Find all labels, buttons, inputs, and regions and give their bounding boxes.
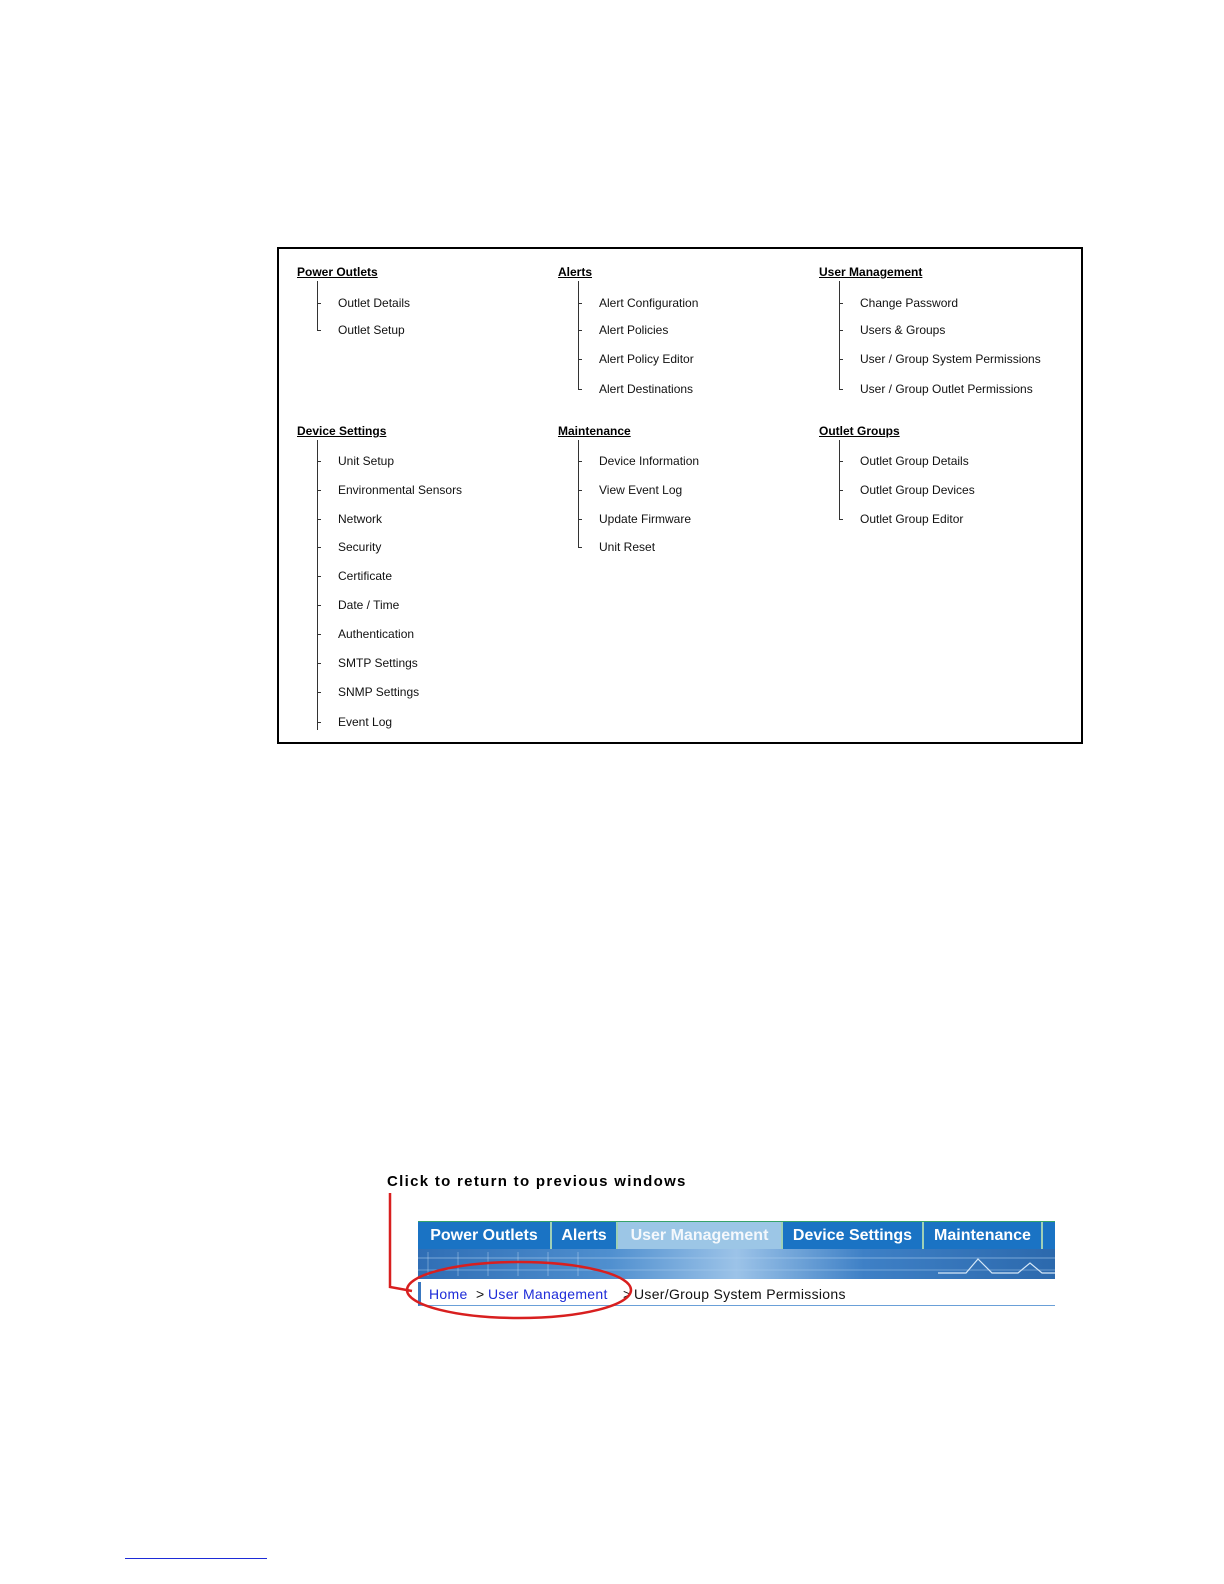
callout-pointer-line [390,1193,412,1291]
tab-maintenance[interactable]: Maintenance [924,1222,1043,1250]
tab-alerts[interactable]: Alerts [552,1222,618,1250]
menu-item-label: Alert Destinations [599,382,694,396]
menu-item-label: Unit Setup [338,454,395,468]
tree-tick [578,389,582,390]
menu-item-label: Event Log [338,715,393,729]
tree-tick [578,519,582,520]
tree-tick [317,330,321,331]
section-title[interactable]: Power Outlets [297,265,378,279]
menu-item-label: Network [338,512,383,526]
menu-item-authentication[interactable] [317,627,537,641]
menu-item-label: Update Firmware [599,512,692,526]
menu-item-outlet-group-devices[interactable] [839,483,1059,497]
menu-item-security[interactable] [317,540,537,554]
tree-tick [839,330,843,331]
site-map-panel [277,247,1083,744]
breadcrumb-separator: > [623,1286,632,1302]
menu-item-label: Alert Policies [599,323,669,337]
menu-item-event-log[interactable] [317,715,537,729]
tree-tick [578,303,582,304]
menu-item-alert-policies[interactable] [578,323,798,337]
menu-item-label: Outlet Details [338,296,411,310]
menu-item-alert-destinations[interactable] [578,382,798,396]
main-nav-bar [418,1221,1055,1250]
menu-item-unit-reset[interactable] [578,540,798,554]
tree-tick [317,490,321,491]
tree-tick [317,519,321,520]
menu-item-label: Unit Reset [599,540,656,554]
section-title[interactable]: Outlet Groups [819,424,900,438]
menu-item-device-information[interactable] [578,454,798,468]
header-banner [418,1249,1055,1279]
breadcrumb-current-page: User/Group System Permissions [634,1286,846,1302]
menu-item-label: Certificate [338,569,393,583]
tree-tick [317,634,321,635]
menu-item-label: Date / Time [338,598,400,612]
menu-item-label: Alert Policy Editor [599,352,694,366]
menu-item-label: Device Information [599,454,700,468]
menu-item-environmental-sensors[interactable] [317,483,537,497]
menu-item-user-group-outlet-permissions[interactable] [839,382,1059,396]
menu-item-outlet-group-editor[interactable] [839,512,1059,526]
tree-line [839,440,840,520]
footer-rule [125,1558,267,1559]
section-title[interactable]: User Management [819,265,923,279]
tree-tick [578,330,582,331]
menu-item-alert-policy-editor[interactable] [578,352,798,366]
menu-item-label: Outlet Group Devices [860,483,975,497]
menu-item-network[interactable] [317,512,537,526]
tree-tick [578,547,582,548]
menu-item-view-event-log[interactable] [578,483,798,497]
tree-tick [317,663,321,664]
tree-tick [317,303,321,304]
tree-tick [839,389,843,390]
menu-item-label: Outlet Setup [338,323,405,337]
tree-tick [578,461,582,462]
tree-tick [317,692,321,693]
breadcrumb-home-link[interactable]: Home [429,1286,468,1302]
section-title[interactable]: Maintenance [558,424,631,438]
tree-tick [839,303,843,304]
tab-power-outlets[interactable]: Power Outlets [418,1222,552,1250]
menu-item-label: Alert Configuration [599,296,699,310]
menu-item-outlet-group-details[interactable] [839,454,1059,468]
tab-user-management[interactable]: User Management [618,1222,783,1250]
menu-item-unit-setup[interactable] [317,454,537,468]
menu-item-date-time[interactable] [317,598,537,612]
tree-tick [578,359,582,360]
menu-item-outlet-details[interactable] [317,296,537,310]
menu-item-label: Outlet Group Details [860,454,969,468]
tree-tick [839,490,843,491]
menu-item-certificate[interactable] [317,569,537,583]
breadcrumb-separator: > [476,1286,485,1302]
tree-tick [317,547,321,548]
tree-tick [317,605,321,606]
menu-item-label: Outlet Group Editor [860,512,964,526]
menu-item-update-firmware[interactable] [578,512,798,526]
section-device-settings [297,424,537,734]
menu-item-label: Security [338,540,382,554]
section-title[interactable]: Device Settings [297,424,387,438]
menu-item-label: SMTP Settings [338,656,418,670]
section-outlet-groups [819,424,1059,534]
menu-item-snmp-settings[interactable] [317,685,537,699]
menu-item-label: Users & Groups [860,323,946,337]
menu-item-label: Authentication [338,627,415,641]
section-power-outlets [297,265,537,335]
menu-item-label: Environmental Sensors [338,483,463,497]
banner-decoration [418,1249,1055,1279]
breadcrumb-user-management-link[interactable]: User Management [488,1286,608,1302]
section-alerts [558,265,798,395]
tree-tick [839,519,843,520]
menu-item-label: View Event Log [599,483,683,497]
breadcrumb [418,1282,1055,1306]
menu-item-alert-configuration[interactable] [578,296,798,310]
tab-device-settings[interactable]: Device Settings [783,1222,924,1250]
menu-item-label: User / Group Outlet Permissions [860,382,1033,396]
section-title[interactable]: Alerts [558,265,593,279]
menu-item-users-groups[interactable] [839,323,1059,337]
tree-tick [578,490,582,491]
tree-tick [317,461,321,462]
menu-item-user-group-system-permissions[interactable] [839,352,1059,366]
menu-item-outlet-setup[interactable] [317,323,537,337]
menu-item-label: SNMP Settings [338,685,420,699]
menu-item-change-password[interactable] [839,296,1059,310]
menu-item-label: Change Password [860,296,959,310]
tree-tick [839,461,843,462]
menu-item-label: User / Group System Permissions [860,352,1041,366]
section-maintenance [558,424,798,554]
section-user-management [819,265,1079,395]
tree-tick [317,722,321,723]
callout-label: Click to return to previous windows [387,1173,687,1190]
menu-item-smtp-settings[interactable] [317,656,537,670]
tree-tick [839,359,843,360]
tree-tick [317,576,321,577]
